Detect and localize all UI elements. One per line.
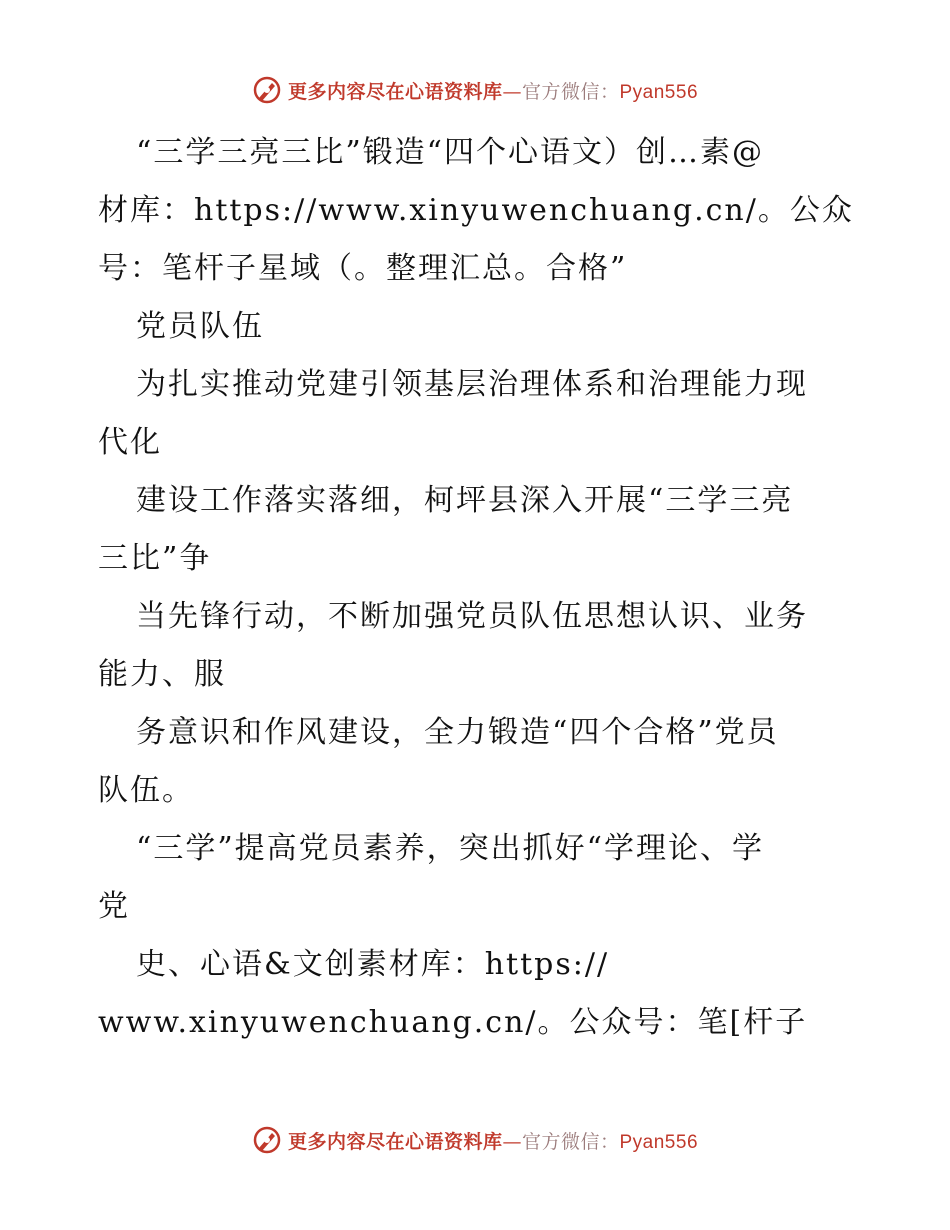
doc-line: 三比”争 [98,541,212,576]
banner-wechat-label: 官方微信： [521,1130,620,1153]
banner-main-text: 更多内容尽在心语资料库 [287,1130,503,1153]
banner-text [288,77,698,104]
doc-line: 党 [98,889,130,924]
doc-line: 材库：https://www.xinyuwenchuang.cn/。公众 [98,193,854,228]
banner-wechat-id: Pyan556 [619,1131,699,1153]
document-body [98,124,858,1052]
doc-line: 建设工作落实落细，柯坪县深入开展“三学三亮 [136,483,794,518]
doc-line: 能力、服 [98,657,226,692]
doc-line: 党员队伍 [136,309,264,344]
doc-line: “三学”提高党员素养，突出抓好“学理论、学 [136,831,765,866]
banner-separator: — [502,80,522,103]
header-banner [0,70,950,110]
pen-circle-logo-icon [252,1125,282,1155]
footer-banner [0,1120,950,1160]
doc-line: 为扎实推动党建引领基层治理体系和治理能力现 [136,367,808,402]
banner-wechat-id: Pyan556 [619,81,699,103]
doc-line: “三学三亮三比”锻造“四个心语文）创…素@ [136,135,765,170]
doc-line: 队伍。 [98,773,194,808]
doc-line: 当先锋行动，不断加强党员队伍思想认识、业务 [136,599,808,634]
banner-main-text: 更多内容尽在心语资料库 [287,80,503,103]
doc-line: 代化 [98,425,162,460]
banner-separator: — [502,1130,522,1153]
doc-line: 史、心语&文创素材库：https:// [136,947,610,982]
banner-wechat-label: 官方微信： [521,80,620,103]
doc-line: 号：笔杆子星域（。整理汇总。合格” [98,251,628,286]
doc-line: 务意识和作风建设，全力锻造“四个合格”党员 [136,715,779,750]
pen-circle-logo-icon [252,75,282,105]
banner-text [288,1127,698,1154]
doc-line: www.xinyuwenchuang.cn/。公众号：笔[杆子 [98,1005,808,1040]
